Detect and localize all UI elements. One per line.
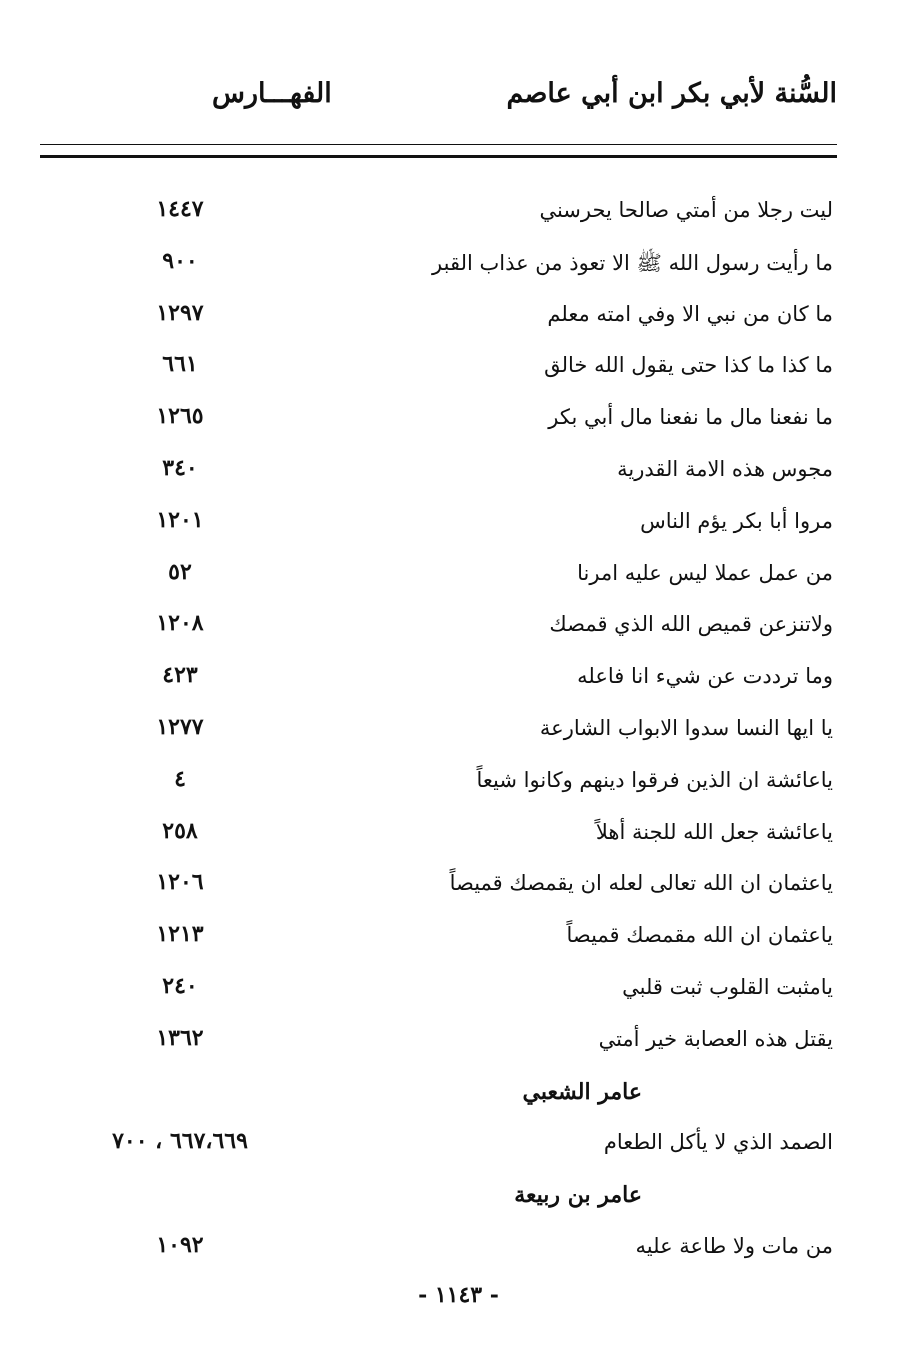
entry-text: مروا أبا بكر يؤم الناس xyxy=(640,508,833,533)
index-entry xyxy=(0,294,917,346)
entry-text: مجوس هذه الامة القدرية xyxy=(617,456,833,481)
index-entry xyxy=(0,760,917,812)
page-number: - ١١٤٣ - xyxy=(418,1282,499,1308)
entry-text: ياعائشة ان الذين فرقوا دينهم وكانوا شيعاً xyxy=(476,767,833,792)
index-entry xyxy=(0,190,917,242)
index-entry xyxy=(0,1122,917,1174)
index-entry xyxy=(0,915,917,967)
entry-text: ما كذا ما كذا حتى يقول الله خالق xyxy=(544,353,833,378)
entry-text: الصمد الذي لا يأكل الطعام xyxy=(603,1130,833,1155)
entry-number: ١٠٩٢ xyxy=(156,1231,204,1258)
entry-text: ليت رجلا من أمتي صالحا يحرسني xyxy=(539,198,833,222)
index-entry xyxy=(0,397,917,449)
entry-number: ٢٥٨ xyxy=(162,817,198,844)
entry-number: ١٣٦٢ xyxy=(156,1024,204,1051)
entry-number: ١٢٧٧ xyxy=(156,713,204,740)
entry-number: ٩٠٠ xyxy=(162,247,198,274)
entry-number: ١٤٤٧ xyxy=(156,196,204,222)
entry-number: ١٢٠١ xyxy=(156,506,204,533)
index-entry xyxy=(0,1226,917,1278)
narrator-heading xyxy=(0,1071,917,1123)
entry-text: من مات ولا طاعة عليه xyxy=(635,1233,833,1258)
entry-number: ١٢١٣ xyxy=(156,921,204,948)
index-entry xyxy=(0,967,917,1019)
entry-text: ياعثمان ان الله مقمصك قميصاً xyxy=(566,923,833,948)
entry-number: ٥٢ xyxy=(168,558,192,585)
entry-text: من عمل عملا ليس عليه امرنا xyxy=(577,560,833,585)
header-rule-thin xyxy=(40,144,837,145)
entry-number: ١٢٠٦ xyxy=(156,869,204,896)
index-entry xyxy=(0,708,917,760)
book-title: السُّنة لأبي بكر ابن أبي عاصم xyxy=(506,78,837,109)
index-entry xyxy=(0,604,917,656)
entry-number: ٦٦١ xyxy=(162,351,198,378)
entry-text: ياعائشة جعل الله للجنة أهلاً xyxy=(595,819,833,844)
entry-text: ياعثمان ان الله تعالى لعله ان يقمصك قميصاً xyxy=(449,871,833,896)
entry-text: يامثبت القلوب ثبت قلبي xyxy=(622,974,833,999)
index-entry xyxy=(0,812,917,864)
index-entry xyxy=(0,863,917,915)
entry-number: ١٢٠٨ xyxy=(156,610,204,637)
index-entry xyxy=(0,501,917,553)
entry-text: يقتل هذه العصابة خير أمتي xyxy=(598,1026,833,1051)
index-entry xyxy=(0,553,917,605)
entry-text: ما رأيت رسول الله ﷺ الا تعوذ من عذاب القبر xyxy=(432,250,833,275)
entry-number: ١٢٦٥ xyxy=(156,403,204,430)
entry-number: ٤٢٣ xyxy=(162,662,198,689)
index-entry xyxy=(0,656,917,708)
entry-number: ٦٦٧،٦٦٩ ، ٧٠٠ xyxy=(112,1128,248,1155)
index-entries xyxy=(0,190,917,1278)
entry-text: ما نفعنا مال ما نفعنا مال أبي بكر xyxy=(548,405,833,430)
index-entry xyxy=(0,1019,917,1071)
entry-number: ١٢٩٧ xyxy=(156,299,204,326)
section-title: الفهـــارس xyxy=(212,78,332,109)
header-rule-thick xyxy=(40,155,837,158)
entry-number: ٤ xyxy=(174,765,186,792)
narrator-name: عامر الشعبي xyxy=(522,1078,642,1105)
index-entry xyxy=(0,345,917,397)
narrator-heading xyxy=(0,1174,917,1226)
entry-number: ٢٤٠ xyxy=(162,972,198,999)
entry-number: ٣٤٠ xyxy=(162,454,198,481)
entry-text: وما ترددت عن شيء انا فاعله xyxy=(577,664,833,689)
index-entry xyxy=(0,449,917,501)
entry-text: يا ايها النسا سدوا الابواب الشارعة xyxy=(539,715,833,740)
index-entry xyxy=(0,242,917,294)
entry-text: ولاتنزعن قميص الله الذي قمصك xyxy=(549,612,833,637)
narrator-name: عامر بن ربيعة xyxy=(514,1182,642,1209)
entry-text: ما كان من نبي الا وفي امته معلم xyxy=(547,301,833,326)
